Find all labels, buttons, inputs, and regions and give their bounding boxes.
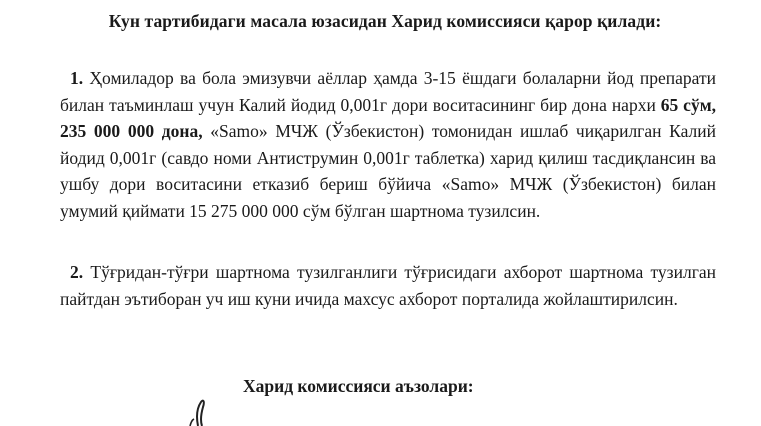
item-1-number: 1. <box>70 68 84 88</box>
decision-item-1 <box>60 65 716 224</box>
members-heading: Харид комиссияси аъзолари: <box>243 376 474 396</box>
item-1-text-a: Ҳомиладор ва бола эмизувчи аёллар ҳамда 3-15 ёшдаги болаларни йод препарати билан таъминлаш учун Калий йодид 0,001г дори воситасининг бир дона нархи <box>60 68 716 115</box>
signature-mark <box>170 392 230 426</box>
item-1-bold-text: 65 сўм, 235 000 000 дона, <box>60 94 716 141</box>
decision-heading: Кун тартибидаги масала юзасидан Харид комиссияси қарор қилади: <box>108 11 662 31</box>
item-1-text-b: «Samo» МЧЖ (Ўзбекистон) томонидан ишлаб чиқарилган Калий йодид 0,001г (савдо номи Антиструмин 0,001г таблетка) харид қилиш тасдиқлансин ва ушбу дори воситасини етказиб бериш бўйича «Samo» МЧЖ (Ўзбекистон) билан умумий қиймати 15 275 000 000 сўм бўлган шартнома тузилсин. <box>60 121 716 221</box>
item-2-number: 2. <box>70 262 84 282</box>
item-2-text: Тўғридан-тўғри шартнома тузилганлиги тўғрисидаги ахборот шартнома тузилган пайтдан эътиборан уч иш куни ичида махсус ахборот порталида жойлаштирилсин. <box>60 262 716 309</box>
decision-item-2 <box>60 259 716 312</box>
